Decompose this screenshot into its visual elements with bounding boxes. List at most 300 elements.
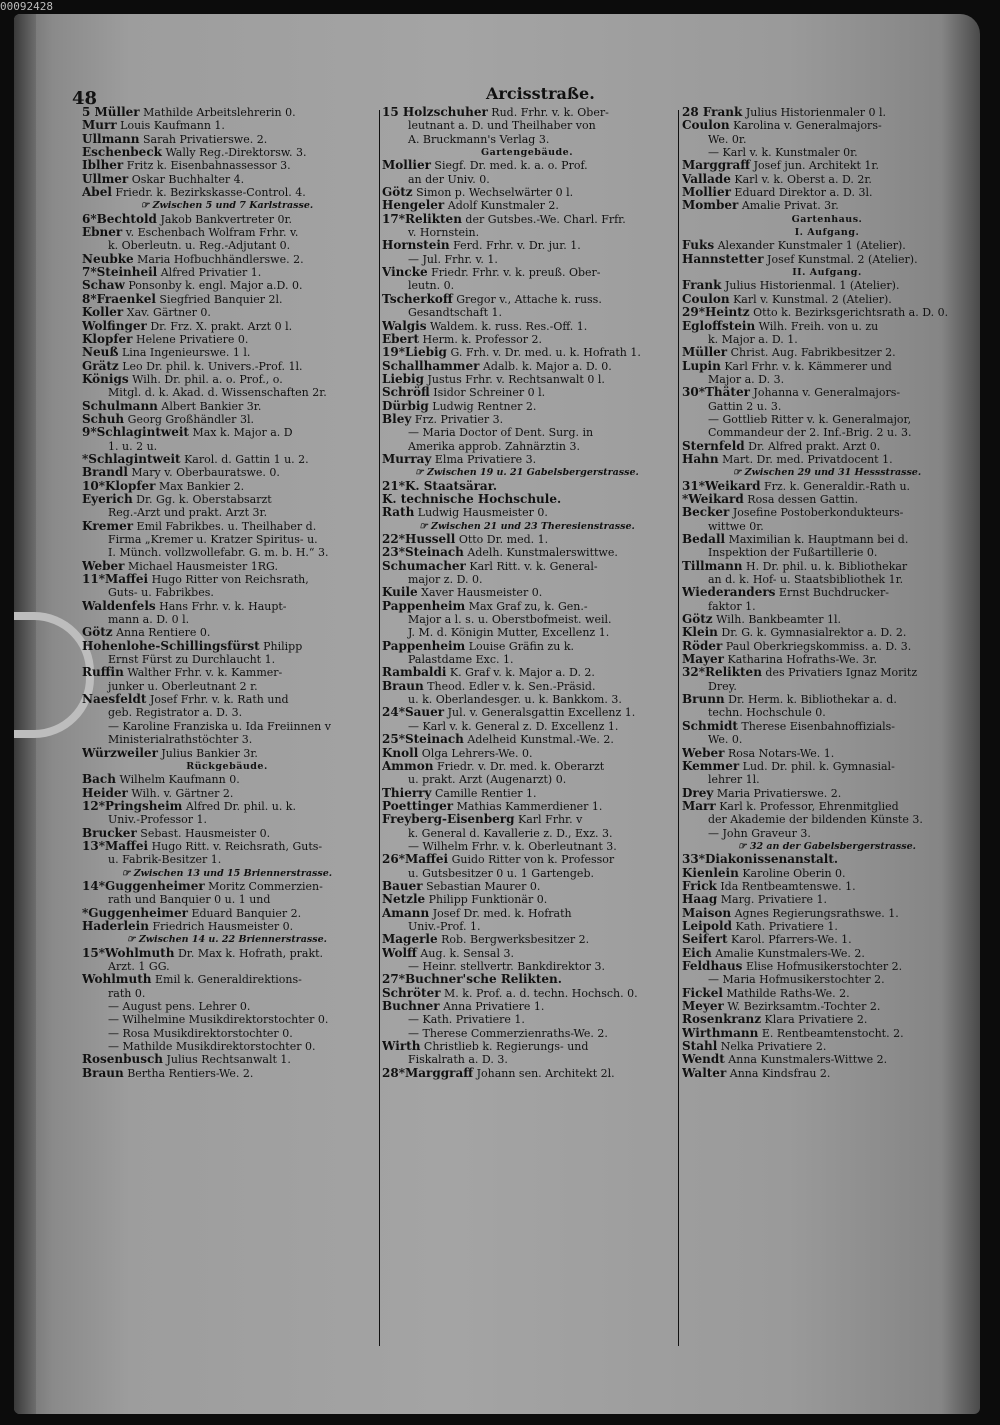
directory-entry	[682, 653, 972, 666]
resident-details: Agnes Regierungsrathswe. 1.	[734, 906, 899, 920]
resident-name: 29*Heintz	[682, 306, 750, 320]
resident-name: Wirthmann	[682, 1026, 759, 1040]
resident-name: 33*Diakonissenanstalt.	[682, 853, 839, 867]
directory-entry	[82, 213, 372, 226]
resident-name: Vincke	[382, 266, 428, 280]
resident-name: Schallhammer	[382, 359, 480, 373]
directory-entry	[82, 333, 372, 346]
directory-entry	[82, 573, 372, 600]
entry-continuation: leutn. 0.	[408, 279, 455, 293]
running-title: Arcisstraße.	[486, 84, 595, 103]
entry-continuation: k. General d. Kavallerie z. D., Exz. 3.	[408, 826, 613, 840]
resident-name: Tillmann	[682, 559, 743, 573]
directory-entry	[682, 239, 972, 252]
resident-name: Marggraff	[682, 159, 751, 173]
resident-name: Wolfinger	[82, 319, 147, 333]
entry-continuation: Palastdame Exc. 1.	[408, 653, 514, 667]
resident-details: Christ. Aug. Fabrikbesitzer 2.	[730, 346, 896, 360]
resident-name: Schulmann	[82, 399, 158, 413]
resident-details: Wilh. v. Gärtner 2.	[131, 786, 234, 800]
page-number: 48	[72, 88, 98, 109]
entry-continuation: 1. u. 2 u.	[108, 439, 158, 453]
resident-name: Schmidt	[682, 719, 738, 733]
directory-entry	[682, 173, 972, 186]
resident-details: Frz. Privatier 3.	[414, 412, 504, 426]
directory-entry	[82, 920, 372, 933]
resident-name: Poettinger	[382, 799, 454, 813]
resident-name: 24*Sauer	[382, 706, 445, 720]
resident-name: Buchner	[382, 1000, 440, 1014]
resident-details: Amalie Privat. 3r.	[741, 199, 839, 213]
section-heading: Gartenhaus.	[791, 213, 863, 225]
resident-name: Mollier	[682, 186, 731, 200]
resident-name: Drey	[682, 786, 714, 800]
resident-details: Wilh. Dr. phil. a. o. Prof., o.	[132, 372, 283, 386]
resident-name: *Weikard	[682, 492, 744, 506]
resident-details: W. Bezirksamtm.-Tochter 2.	[727, 1000, 881, 1014]
resident-details: Eduard Banquier 2.	[191, 906, 302, 920]
directory-entry	[82, 1053, 372, 1066]
resident-details: Herm. k. Professor 2.	[422, 332, 543, 346]
directory-entry	[682, 533, 972, 560]
resident-details: Therese Eisenbahnoffizials-	[741, 719, 896, 733]
entry-continuation: Arzt. 1 GG.	[108, 960, 170, 973]
resident-name: Tscherkoff	[382, 292, 453, 306]
directory-entry	[82, 907, 372, 920]
resident-details: Nelka Privatiere 2.	[720, 1040, 827, 1054]
entry-continuation: — Karl v. k. General z. D. Excellenz 1.	[408, 719, 619, 733]
directory-entry	[382, 853, 672, 880]
resident-name: Liebig	[382, 372, 424, 386]
resident-details: Friedr. Frhr. v. k. preuß. Ober-	[431, 266, 601, 280]
entry-continuation: — Karl v. k. Kunstmaler 0r.	[708, 146, 858, 160]
resident-details: Otto k. Bezirksgerichtsrath a. D. 0.	[753, 306, 949, 320]
directory-entry	[682, 1027, 972, 1040]
resident-name: Feldhaus	[682, 960, 743, 973]
resident-name: Eich	[682, 946, 712, 960]
resident-details: Josef Frhr. v. k. Rath und	[149, 693, 289, 707]
section-heading: Rückgebäude.	[186, 760, 268, 772]
directory-entry	[682, 947, 972, 960]
resident-name: Klein	[682, 626, 718, 640]
resident-name: Brandl	[82, 466, 128, 480]
resident-details: Adolf Kunstmaler 2.	[447, 199, 559, 213]
resident-details: Hugo Ritter von Reichsrath,	[151, 573, 309, 587]
resident-name: 6*Bechtold	[82, 212, 157, 226]
resident-details: Karolina v. Generalmajors-	[733, 119, 882, 133]
resident-details: Elma Privatiere 3.	[434, 452, 537, 466]
directory-entry	[82, 266, 372, 279]
resident-details: Oskar Buchhalter 4.	[131, 172, 245, 186]
directory-entry	[682, 1067, 972, 1080]
resident-name: Ullmer	[82, 172, 129, 186]
resident-name: Kemmer	[682, 759, 740, 773]
resident-details: Helene Privatiere 0.	[136, 332, 249, 346]
resident-details: Paul Oberkriegskommiss. a. D. 3.	[725, 639, 912, 653]
directory-entry	[382, 933, 672, 946]
directory-page	[14, 14, 980, 1414]
directory-entry	[682, 293, 972, 306]
resident-name: Brunn	[682, 693, 725, 707]
directory-entry	[82, 373, 372, 400]
resident-name: 28 Frank	[682, 106, 743, 119]
resident-name: Götz	[82, 626, 113, 640]
resident-name: Eschenbeck	[82, 146, 162, 160]
resident-details: Julius Historienmal. 1 (Atelier).	[724, 279, 900, 293]
directory-entry	[382, 386, 672, 399]
directory-entry	[382, 333, 672, 346]
resident-details: Xav. Gärtner 0.	[126, 306, 211, 320]
entry-continuation: techn. Hochschule 0.	[708, 706, 826, 720]
resident-details: Walther Frhr. v. k. Kammer-	[127, 666, 283, 680]
directory-entry	[682, 640, 972, 653]
directory-entry	[82, 146, 372, 159]
resident-details: M. k. Prof. a. d. techn. Hochsch. 0.	[444, 986, 638, 1000]
directory-entry	[682, 386, 972, 439]
cross-street-note: ☞ Zwischen 19 u. 21 Gabelsbergerstrasse.	[415, 467, 639, 479]
section-heading: Gartengebäude.	[481, 147, 573, 159]
entry-continuation: A. Bruckmann's Verlag 3.	[408, 132, 550, 146]
directory-entry	[682, 346, 972, 359]
entry-continuation: — Jul. Frhr. v. 1.	[408, 252, 498, 266]
directory-entry	[82, 173, 372, 186]
resident-details: Camille Rentier 1.	[434, 786, 537, 800]
resident-name: Ebert	[382, 332, 420, 346]
directory-entry	[382, 1040, 672, 1067]
resident-name: Haag	[682, 893, 718, 907]
directory-entry	[82, 413, 372, 426]
resident-name: Schaw	[82, 279, 125, 293]
resident-details: Ida Rentbeamtenswe. 1.	[720, 879, 856, 893]
column-rule	[379, 110, 380, 1346]
directory-entry	[82, 827, 372, 840]
entry-continuation: — Heinr. stellvertr. Bankdirektor 3.	[408, 960, 605, 973]
resident-name: Ruffin	[82, 666, 124, 680]
resident-details: Josef jun. Architekt 1r.	[753, 159, 879, 173]
entry-continuation: Fiskalrath a. D. 3.	[408, 1053, 508, 1067]
resident-details: Adelh. Kunstmalerswittwe.	[467, 546, 618, 560]
resident-details: Julius Historienmaler 0 l.	[745, 106, 887, 119]
resident-details: Johanna v. Generalmajors-	[753, 386, 901, 400]
resident-name: 5 Müller	[82, 106, 140, 119]
resident-name: 26*Maffei	[382, 853, 449, 867]
resident-details: Theod. Edler v. k. Sen.-Präsid.	[427, 679, 596, 693]
directory-entry	[682, 1053, 972, 1066]
resident-name: Coulon	[682, 119, 730, 133]
resident-details: Mart. Dr. med. Privatdocent 1.	[722, 452, 893, 466]
resident-details: Leo Dr. phil. k. Univers.-Prof. 1l.	[122, 359, 303, 373]
resident-name: Bedall	[682, 533, 726, 546]
resident-name: Braun	[382, 679, 424, 693]
entry-continuation: Univ.-Professor 1.	[108, 813, 208, 827]
resident-details: Klara Privatiere 2.	[764, 1013, 868, 1027]
resident-details: Sebastian Maurer 0.	[426, 879, 541, 893]
resident-name: Meyer	[682, 1000, 724, 1014]
resident-name: Mayer	[682, 653, 724, 667]
resident-name: K. technische Hochschule.	[382, 492, 562, 506]
directory-entry	[682, 1013, 972, 1026]
entry-continuation: We. 0.	[708, 733, 743, 747]
resident-name: Marr	[682, 799, 716, 813]
directory-entry	[82, 640, 372, 667]
resident-details: Karl k. Professor, Ehrenmitglied	[719, 799, 899, 813]
directory-entry	[682, 960, 972, 987]
resident-name: Wolff	[382, 946, 417, 960]
directory-entry	[682, 893, 972, 906]
directory-entry	[682, 106, 972, 119]
directory-entry	[682, 306, 972, 319]
resident-details: Alfred Privatier 1.	[160, 266, 262, 280]
directory-entry	[382, 400, 672, 413]
entry-continuation: rath und Banquier 0 u. 1 und	[108, 893, 271, 907]
directory-entry	[382, 213, 672, 240]
resident-name: Bley	[382, 412, 412, 426]
resident-name: Hohenlohe-Schillingsfürst	[82, 639, 260, 653]
resident-details: Anna Rentiere 0.	[116, 626, 211, 640]
resident-name: 15 Holzschuher	[382, 106, 488, 119]
resident-name: Frick	[682, 879, 717, 893]
resident-details: Mathilde Arbeitslehrerin 0.	[143, 106, 296, 119]
directory-entry	[382, 346, 672, 359]
resident-details: Moritz Commerzien-	[208, 879, 323, 893]
resident-details: des Privatiers Ignaz Moritz	[765, 666, 918, 680]
directory-entry	[382, 239, 672, 266]
resident-name: Würzweiler	[82, 746, 158, 760]
directory-entry	[82, 466, 372, 479]
entry-continuation: — John Graveur 3.	[708, 826, 811, 840]
resident-name: Pappenheim	[382, 599, 466, 613]
entry-continuation: leutnant a. D. und Theilhaber von	[408, 119, 596, 133]
resident-details: Fritz k. Eisenbahnassessor 3.	[126, 159, 291, 173]
resident-name: Bauer	[382, 879, 423, 893]
resident-details: Marg. Privatiere 1.	[720, 893, 828, 907]
directory-entry	[682, 787, 972, 800]
resident-details: Katharina Hofraths-We. 3r.	[727, 653, 878, 667]
resident-name: Egloffstein	[682, 319, 756, 333]
resident-name: Grätz	[82, 359, 119, 373]
resident-details: Siegfried Banquier 2l.	[159, 292, 283, 306]
directory-entry	[382, 947, 672, 974]
entry-continuation: rath 0.	[108, 986, 146, 1000]
entry-continuation: Firma „Kremer u. Kratzer Spiritus- u.	[108, 533, 318, 546]
resident-name: 30*Thäter	[682, 386, 750, 400]
resident-name: Freyberg-Eisenberg	[382, 813, 515, 827]
directory-entry	[382, 560, 672, 587]
resident-details: Simon p. Wechselwärter 0 l.	[416, 186, 574, 200]
resident-name: Schumacher	[382, 559, 466, 573]
resident-details: Wilhelm Kaufmann 0.	[119, 773, 240, 787]
resident-name: Haderlein	[82, 919, 149, 933]
resident-details: Sarah Privatierswe. 2.	[143, 132, 268, 146]
resident-details: Emil k. Generaldirektions-	[154, 973, 302, 987]
entry-continuation: Guts- u. Fabrikbes.	[108, 586, 214, 600]
directory-entry	[382, 546, 672, 559]
directory-entry	[82, 306, 372, 319]
resident-details: Friedr. k. Bezirkskasse-Control. 4.	[115, 186, 306, 200]
resident-details: Ludwig Hausmeister 0.	[417, 506, 548, 520]
resident-details: Rob. Bergwerksbesitzer 2.	[441, 933, 590, 947]
entry-continuation: Reg.-Arzt und prakt. Arzt 3r.	[108, 506, 268, 520]
entry-continuation: k. Major a. D. 1.	[708, 332, 798, 346]
resident-details: Louis Kaufmann 1.	[120, 119, 225, 133]
resident-name: 8*Fraenkel	[82, 292, 156, 306]
entry-continuation: — Wilhelmine Musikdirektorstochter 0.	[108, 1013, 329, 1027]
directory-entry	[682, 920, 972, 933]
directory-entry	[682, 453, 972, 466]
directory-entry	[82, 293, 372, 306]
resident-details: Lud. Dr. phil. k. Gymnasial-	[742, 759, 895, 773]
resident-details: Josefine Postoberkondukteurs-	[732, 506, 904, 520]
resident-name: 15*Wohlmuth	[82, 946, 175, 960]
resident-name: Schröfl	[382, 386, 430, 400]
directory-entry	[382, 159, 672, 186]
resident-details: Ludwig Rentner 2.	[432, 399, 537, 413]
resident-details: Christlieb k. Regierungs- und	[423, 1040, 589, 1054]
resident-details: Anna Kindsfrau 2.	[729, 1066, 831, 1080]
resident-name: 10*Klopfer	[82, 479, 156, 493]
entry-continuation: We. 0r.	[708, 132, 747, 146]
resident-name: 12*Pringsheim	[82, 799, 183, 813]
directory-entry	[382, 586, 672, 599]
directory-entry	[682, 119, 972, 159]
entry-continuation: Gesandtschaft 1.	[408, 306, 502, 320]
resident-name: Stahl	[682, 1040, 718, 1054]
resident-name: *Schlagintweit	[82, 452, 181, 466]
directory-entry	[682, 853, 972, 866]
resident-name: Rosenbusch	[82, 1053, 163, 1067]
directory-entry	[82, 360, 372, 373]
directory-entry	[682, 159, 972, 172]
directory-entry	[82, 453, 372, 466]
resident-name: Thierry	[382, 786, 432, 800]
directory-entry	[382, 493, 672, 506]
resident-details: Johann sen. Architekt 2l.	[476, 1066, 615, 1080]
resident-details: Dr. Herm. k. Bibliothekar a. d.	[728, 693, 897, 707]
directory-entry	[82, 106, 372, 119]
resident-details: Adalb. k. Major a. D. 0.	[482, 359, 612, 373]
resident-details: Aug. k. Sensal 3.	[420, 946, 514, 960]
directory-entry	[682, 1000, 972, 1013]
entry-continuation: Major a l. s. u. Oberstbofmeist. weil.	[408, 613, 612, 627]
directory-entry	[382, 907, 672, 934]
cross-street-note: ☞ Zwischen 14 u. 22 Briennerstrasse.	[127, 934, 327, 946]
resident-details: Georg Großhändler 3l.	[127, 412, 254, 426]
entry-continuation: Commandeur der 2. Inf.-Brig. 2 u. 3.	[708, 426, 912, 440]
resident-name: Götz	[382, 186, 413, 200]
resident-name: Knoll	[382, 746, 419, 760]
directory-entry	[82, 1067, 372, 1080]
resident-details: Hugo Ritt. v. Reichsrath, Guts-	[151, 839, 323, 853]
resident-name: Seifert	[682, 933, 728, 947]
directory-entry	[382, 680, 672, 707]
cross-street-note: ☞ Zwischen 21 und 23 Theresienstrasse.	[419, 520, 635, 532]
directory-entry	[682, 613, 972, 626]
resident-name: 11*Maffei	[82, 573, 149, 587]
resident-details: Jakob Bankvertreter 0r.	[160, 212, 293, 226]
resident-details: Olga Lehrers-We. 0.	[421, 746, 533, 760]
directory-entry	[682, 880, 972, 893]
resident-details: Maria Hofbuchhändlerswe. 2.	[137, 252, 304, 266]
directory-entry	[382, 787, 672, 800]
directory-entry	[82, 880, 372, 907]
entry-continuation: wittwe 0r.	[708, 519, 764, 533]
resident-details: Xaver Hausmeister 0.	[421, 586, 543, 600]
directory-entry	[682, 480, 972, 493]
resident-details: v. Eschenbach Wolfram Frhr. v.	[125, 226, 299, 240]
resident-name: Bach	[82, 773, 116, 787]
resident-name: Amann	[382, 906, 430, 920]
directory-entry	[382, 973, 672, 986]
entry-continuation: u. Fabrik-Besitzer 1.	[108, 853, 222, 867]
directory-entry	[682, 186, 972, 199]
entry-continuation: — Gottlieb Ritter v. k. Generalmajor,	[708, 412, 912, 426]
directory-entry	[382, 106, 672, 146]
resident-name: Walter	[682, 1066, 727, 1080]
directory-entry	[682, 907, 972, 920]
directory-entry	[82, 840, 372, 867]
entry-continuation: Univ.-Prof. 1.	[408, 919, 481, 933]
resident-name: Kienlein	[682, 866, 739, 880]
directory-column-1	[82, 106, 372, 1080]
directory-entry	[682, 933, 972, 946]
resident-details: Michael Hausmeister 1RG.	[127, 559, 278, 573]
resident-name: 9*Schlagintweit	[82, 426, 189, 440]
resident-name: Weber	[82, 559, 125, 573]
resident-name: Rambaldi	[382, 666, 447, 680]
resident-details: Justus Frhr. v. Rechtsanwalt 0 l.	[427, 372, 605, 386]
resident-name: 32*Relikten	[682, 666, 762, 680]
directory-entry	[682, 279, 972, 292]
resident-details: Max Graf zu, k. Gen.-	[468, 599, 588, 613]
directory-entry	[82, 747, 372, 760]
resident-name: Kuile	[382, 586, 418, 600]
directory-entry	[382, 813, 672, 853]
directory-entry	[82, 426, 372, 453]
resident-name: Momber	[682, 199, 739, 213]
directory-entry	[382, 640, 672, 667]
directory-entry	[382, 199, 672, 212]
resident-name: Heider	[82, 786, 128, 800]
resident-name: Lupin	[682, 359, 721, 373]
resident-name: Neubke	[82, 252, 134, 266]
resident-name: Ebner	[82, 226, 123, 240]
directory-entry	[82, 666, 372, 693]
directory-entry	[82, 400, 372, 413]
directory-entry	[682, 747, 972, 760]
directory-entry	[682, 440, 972, 453]
resident-details: Dr. G. k. Gymnasialrektor a. D. 2.	[721, 626, 907, 640]
resident-name: Sternfeld	[682, 439, 745, 453]
entry-continuation: — Rosa Musikdirektorstochter 0.	[108, 1026, 293, 1040]
resident-details: K. Graf v. k. Major a. D. 2.	[449, 666, 595, 680]
entry-continuation: an der Univ. 0.	[408, 172, 490, 186]
resident-details: Wally Reg.-Direktorsw. 3.	[165, 146, 307, 160]
resident-name: Kremer	[82, 519, 134, 533]
resident-name: Röder	[682, 639, 723, 653]
cross-street-note: ☞ Zwischen 13 und 15 Briennerstrasse.	[121, 867, 333, 879]
resident-name: Dürbig	[382, 399, 429, 413]
resident-details: Josef Dr. med. k. Hofrath	[432, 906, 572, 920]
resident-details: Jul. v. Generalsgattin Excellenz 1.	[447, 706, 636, 720]
entry-continuation: mann a. D. 0 l.	[108, 613, 190, 627]
entry-continuation: geb. Registrator a. D. 3.	[108, 706, 243, 720]
resident-name: Götz	[682, 613, 713, 627]
directory-entry	[382, 800, 672, 813]
resident-details: Isidor Schreiner 0 l.	[433, 386, 546, 400]
resident-details: Karl Ritt. v. k. General-	[469, 559, 598, 573]
resident-name: 14*Guggenheimer	[82, 879, 205, 893]
directory-entry	[382, 186, 672, 199]
